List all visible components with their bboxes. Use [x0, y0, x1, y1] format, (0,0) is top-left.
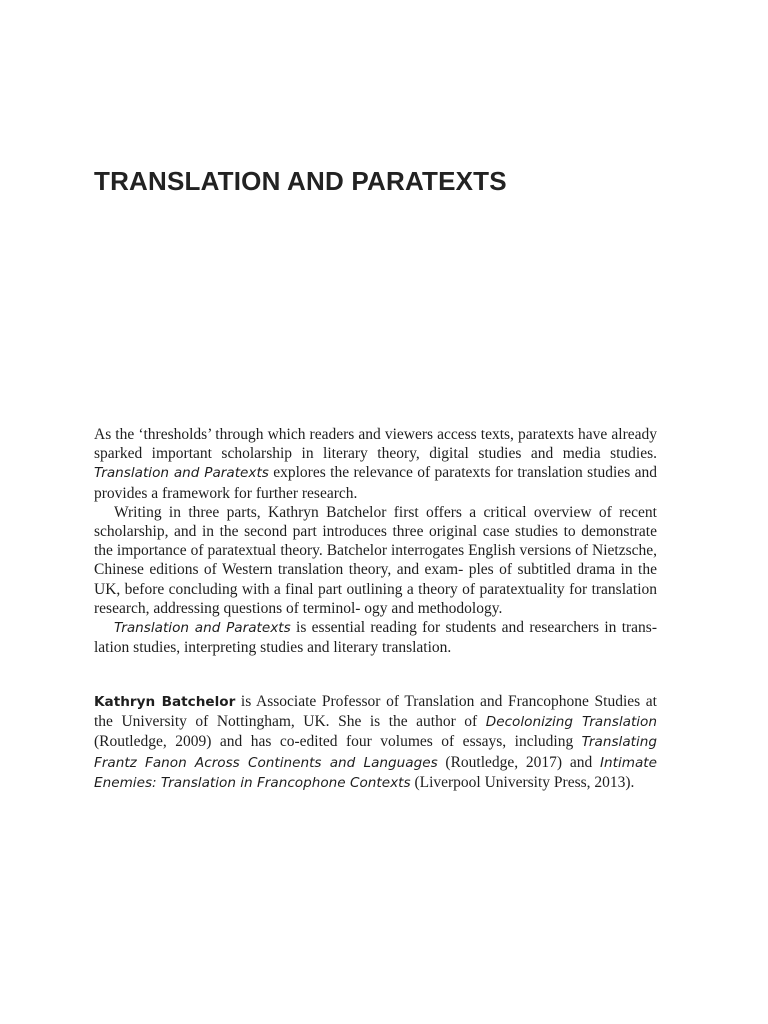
description-paragraph-2	[94, 503, 657, 618]
book-title-italic: Translation and Paratexts	[94, 465, 269, 482]
book-title-italic: Intimate Enemies: Translation in Francophone Contexts	[94, 754, 657, 791]
book-title-italic: Translation and Paratexts	[114, 620, 291, 637]
book-description	[94, 425, 657, 657]
bio-text: (Liverpool University Press, 2013).	[410, 773, 635, 791]
author-name: Kathryn Batchelor	[94, 694, 236, 710]
description-text: As the ‘thresholds’ through which readers and viewers access texts, paratexts have already sparked important scholarship in literary theory, digital studies and media studies.	[94, 426, 657, 463]
bio-text: (Routledge, 2017) and	[437, 753, 600, 771]
page-title: TRANSLATION AND PARATEXTS	[94, 166, 507, 196]
description-paragraph-1	[94, 425, 657, 503]
description-text: is essential reading for students and researchers in trans- lation studies, interpreting studies and literary translation.	[94, 619, 657, 657]
bio-text: (Routledge, 2009) and has co-edited four volumes of essays, including	[94, 733, 582, 751]
description-text: explores the relevance of paratexts for translation studies and provides a framework for further research.	[94, 464, 657, 502]
book-title-italic: Decolonizing Translation	[485, 714, 657, 731]
description-paragraph-3	[94, 618, 657, 657]
bio-text: is Associate Professor of Translation and Francophone Studies at the University of Nottingham, UK. She is the author of	[94, 693, 657, 731]
book-title-italic: Translating Frantz Fanon Across Continents and Languages	[94, 734, 657, 771]
author-bio	[94, 692, 657, 793]
description-text: Writing in three parts, Kathryn Batchelor first offers a critical overview of recent scholarship, and in the second part introduces three original case studies to demonstrate the importance of paratextual theory. Batchelor interrogates English versions of Nietzsche, Chinese editions of Western translation theory, and exam- ples of subtitled drama in the UK, before concluding with a final part outlining a theory of paratextuality for translation research, addressing questions of terminol- ogy and methodology.	[94, 503, 657, 617]
